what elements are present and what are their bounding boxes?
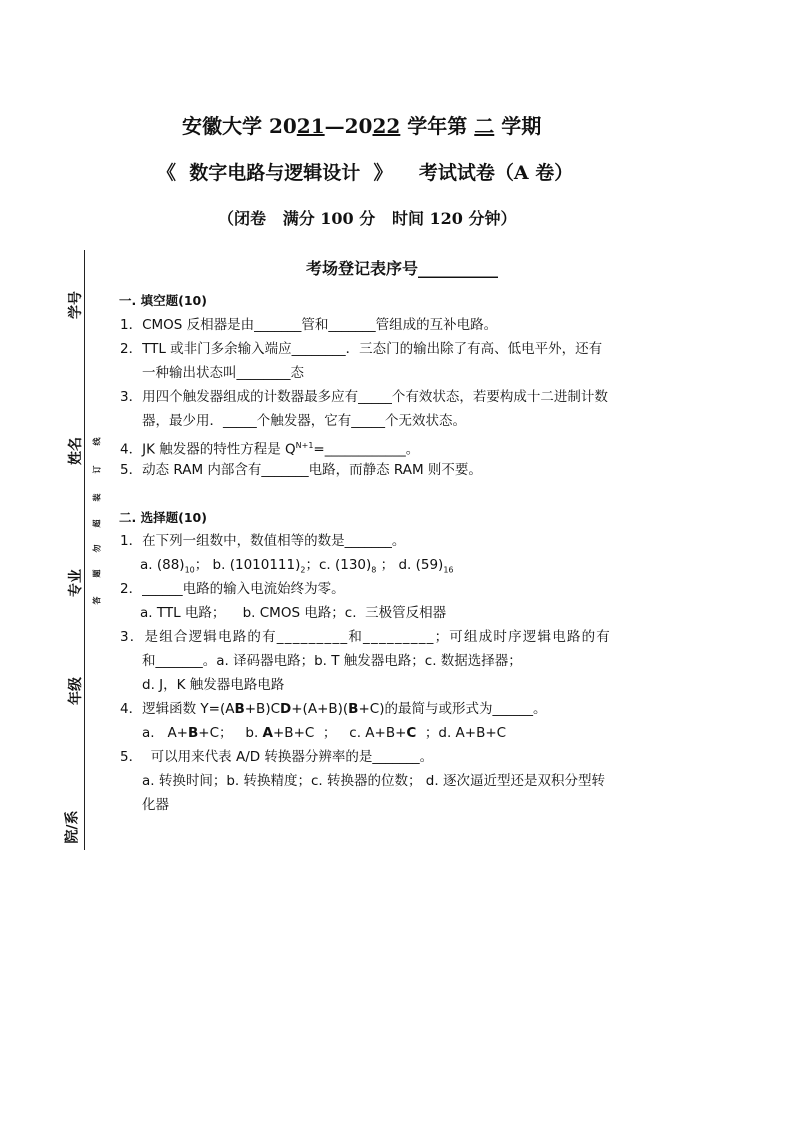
question-line: d. J，K 触发器电路电路: [142, 677, 285, 693]
question-line: 一种输出状态叫________态: [142, 365, 304, 381]
question-line: [120, 437, 419, 459]
year-start: 21: [296, 114, 325, 138]
question-text: =____________。: [313, 441, 420, 458]
question-options: a. TTL 电路； b. CMOS 电路；c. 三极管反相器: [140, 605, 447, 621]
option-text: ； b. (1010111): [194, 557, 301, 573]
question-line: 5． 可以用来代表 A/D 转换器分辨率的是_______。: [120, 749, 434, 765]
option-text: ； d. (59): [376, 557, 444, 573]
subscript: 16: [443, 565, 454, 575]
exam-title: [182, 110, 541, 139]
term: 二: [474, 114, 495, 138]
course-title: 《 数字电路与逻辑设计 》 考试试卷（A 卷）: [157, 162, 574, 184]
complement-variable: C: [406, 725, 417, 741]
title-dash: —20: [324, 114, 373, 138]
margin-line: [84, 250, 85, 850]
question-line: 1．CMOS 反相器是由_______管和_______管组成的互补电路。: [120, 317, 498, 333]
option-text: a. (88): [140, 557, 185, 573]
question-options: 化器: [142, 797, 169, 813]
section-title: 一. 填空题(10): [119, 293, 207, 308]
question-line: 3．用四个触发器组成的计数器最多应有_____个有效状态，若要构成十二进制计数: [120, 389, 608, 405]
binding-char: 答: [91, 596, 102, 605]
question-line: 2．TTL 或非门多余输入端应________．三态门的输出除了有高、低电平外，还有: [120, 341, 603, 357]
binding-char: 超: [91, 519, 102, 528]
option-text: +B+C ； c. A+B+: [273, 725, 407, 741]
subscript: 8: [371, 565, 377, 575]
question-line: [120, 700, 546, 718]
title-prefix: 安徽大学 20: [182, 114, 297, 138]
question-line: 1．在下列一组数中，数值相等的数是_______。: [120, 533, 406, 549]
question-line: 3．是组合逻辑电路的有_________和_________；可组成时序逻辑电路的有: [120, 629, 611, 645]
year-end: 22: [372, 114, 401, 138]
binding-char: 题: [91, 569, 102, 578]
question-text: 4．JK 触发器的特性方程是 Q: [120, 441, 296, 458]
question-line: 器，最少用．_____个触发器，它有_____个无效状态。: [142, 413, 466, 429]
name-label: 姓名: [68, 437, 84, 465]
complement-variable: B: [187, 725, 199, 741]
grade-label: 年级: [68, 677, 84, 705]
question-text: +B)C: [244, 701, 281, 717]
question-text: 4．逻辑函数 Y=(A: [120, 701, 235, 717]
option-text: a. A+: [142, 725, 188, 741]
title-middle: 学年第: [400, 114, 475, 138]
complement-variable: B: [234, 701, 245, 717]
seat-number-field: 考场登记表序号__________: [306, 259, 499, 278]
complement-variable: B: [348, 701, 359, 717]
question-line: 5．动态 RAM 内部含有_______电路，而静态 RAM 则不要。: [120, 462, 482, 478]
title-suffix: 学期: [494, 114, 542, 138]
complement-variable: D: [280, 701, 292, 717]
student-id-label: 学号: [68, 291, 84, 319]
question-options: [142, 724, 506, 742]
binding-char: 装: [91, 493, 102, 502]
binding-char: 订: [91, 465, 102, 474]
exam-info: （闭卷 满分 100 分 时间 120 分钟）: [218, 209, 517, 228]
question-text: +(A+B)(: [291, 701, 349, 717]
major-label: 专业: [68, 569, 84, 597]
option-text: ；c. (130): [305, 557, 372, 573]
binding-char: 线: [91, 437, 102, 446]
subscript: 10: [184, 565, 195, 575]
complement-variable: A: [262, 725, 273, 741]
superscript: N+1: [295, 441, 314, 450]
department-label: 院/系: [64, 810, 81, 844]
section-title: 二. 选择题(10): [119, 510, 207, 525]
subscript: 2: [300, 565, 306, 575]
option-text: ；d. A+B+C: [416, 725, 507, 741]
question-line: 和_______。a. 译码器电路；b. T 触发器电路；c. 数据选择器；: [142, 653, 522, 669]
question-options: [140, 556, 454, 580]
question-text: +C)的最简与或形式为______。: [358, 701, 547, 717]
option-text: +C； b.: [198, 725, 263, 741]
binding-char: 勿: [91, 544, 102, 553]
question-options: a. 转换时间；b. 转换精度；c. 转换器的位数； d. 逐次逼近型还是双积分型转: [142, 773, 605, 789]
question-line: 2．______电路的输入电流始终为零。: [120, 581, 345, 597]
